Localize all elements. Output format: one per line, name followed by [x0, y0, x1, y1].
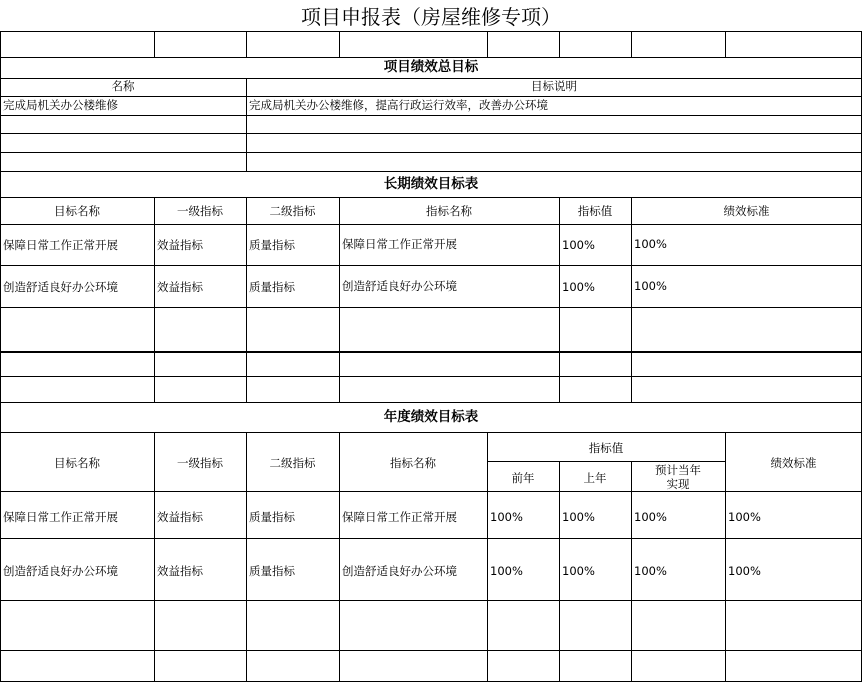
grid-line — [0, 600, 862, 601]
annual-header-level2: 二级指标 — [269, 456, 316, 470]
longterm-row2-level2: 质量指标 — [249, 280, 295, 294]
grid-line — [0, 197, 862, 198]
annual-row1-current-year: 100% — [634, 510, 667, 524]
grid-line — [154, 197, 155, 403]
grid-line — [246, 197, 247, 403]
grid-line — [559, 461, 560, 682]
grid-line — [154, 31, 155, 58]
annual-header-level1: 一级指标 — [177, 456, 223, 470]
annual-row2-level2: 质量指标 — [249, 564, 295, 578]
grid-line — [0, 491, 862, 492]
longterm-row1-level1: 效益指标 — [157, 238, 203, 252]
grid-line — [0, 133, 862, 134]
grid-line — [725, 31, 726, 58]
annual-subheader-current-year: 预计当年 实现 — [655, 463, 701, 491]
grid-line — [246, 31, 247, 58]
grid-line — [631, 197, 632, 403]
annual-goal-heading: 年度绩效目标表 — [383, 409, 479, 425]
grid-line — [487, 461, 726, 462]
grid-line — [487, 432, 488, 682]
annual-row1-level2: 质量指标 — [249, 510, 295, 524]
overall-goal-heading: 项目绩效总目标 — [383, 59, 479, 75]
annual-header-goal-name: 目标名称 — [54, 456, 100, 470]
grid-line — [0, 307, 862, 308]
grid-line — [487, 31, 488, 58]
longterm-row2-indicator: 创造舒适良好办公环境 — [342, 279, 457, 293]
longterm-row2-level1: 效益指标 — [157, 280, 203, 294]
annual-row1-standard: 100% — [728, 510, 761, 524]
grid-line — [0, 115, 862, 116]
annual-header-indicator-value: 指标值 — [588, 441, 624, 455]
longterm-row1-level2: 质量指标 — [249, 238, 295, 252]
longterm-header-indicator-name: 指标名称 — [426, 204, 472, 218]
longterm-header-level1: 一级指标 — [177, 204, 223, 218]
grid-line — [0, 432, 862, 433]
annual-row2-prev-year: 100% — [490, 564, 523, 578]
grid-line — [0, 265, 862, 266]
grid-line — [559, 197, 560, 403]
overall-col-desc-header: 目标说明 — [531, 79, 577, 93]
overall-goal-description: 完成局机关办公楼维修，提高行政运行效率，改善办公环境 — [249, 98, 548, 112]
annual-row1-prev-year: 100% — [490, 510, 523, 524]
annual-row1-level1: 效益指标 — [157, 510, 203, 524]
annual-row2-goal: 创造舒适良好办公环境 — [3, 564, 118, 578]
grid-line — [0, 78, 862, 79]
grid-line — [559, 31, 560, 58]
grid-line — [246, 78, 247, 172]
grid-line — [0, 57, 862, 58]
annual-row2-level1: 效益指标 — [157, 564, 203, 578]
grid-line — [0, 538, 862, 539]
longterm-goal-heading: 长期绩效目标表 — [383, 176, 479, 192]
longterm-row2-goal: 创造舒适良好办公环境 — [3, 280, 118, 294]
annual-row2-indicator: 创造舒适良好办公环境 — [342, 564, 457, 578]
grid-line — [246, 432, 247, 682]
longterm-row1-standard: 100% — [634, 237, 667, 251]
grid-line — [0, 376, 862, 377]
longterm-row2-value: 100% — [562, 280, 595, 294]
annual-row1-goal: 保障日常工作正常开展 — [3, 510, 118, 524]
grid-line — [339, 197, 340, 403]
grid-line — [0, 650, 862, 651]
grid-line — [631, 461, 632, 682]
grid-line — [0, 171, 862, 172]
overall-goal-name: 完成局机关办公楼维修 — [3, 98, 118, 112]
grid-line — [0, 351, 862, 353]
grid-line — [0, 96, 862, 97]
annual-subheader-last-year: 上年 — [583, 471, 607, 485]
longterm-header-goal-name: 目标名称 — [54, 204, 100, 218]
annual-subheader-prev-year: 前年 — [511, 471, 535, 485]
longterm-header-standard: 绩效标准 — [723, 204, 770, 218]
grid-line — [0, 402, 862, 403]
annual-row2-last-year: 100% — [562, 564, 595, 578]
annual-row2-standard: 100% — [728, 564, 761, 578]
longterm-header-indicator-value: 指标值 — [577, 204, 613, 218]
grid-line — [339, 31, 340, 58]
grid-line — [0, 31, 1, 682]
sheet-title: 项目申报表（房屋维修专项） — [301, 5, 561, 29]
grid-line — [154, 432, 155, 682]
overall-col-name-header: 名称 — [111, 79, 135, 93]
annual-row1-indicator: 保障日常工作正常开展 — [342, 510, 457, 524]
grid-line — [725, 432, 726, 682]
longterm-row1-value: 100% — [562, 238, 595, 252]
grid-line — [631, 31, 632, 58]
annual-row2-current-year: 100% — [634, 564, 667, 578]
longterm-header-level2: 二级指标 — [269, 204, 316, 218]
annual-header-indicator-name: 指标名称 — [390, 456, 436, 470]
annual-row1-last-year: 100% — [562, 510, 595, 524]
grid-line — [0, 152, 862, 153]
longterm-row1-goal: 保障日常工作正常开展 — [3, 238, 118, 252]
grid-line — [0, 31, 862, 32]
longterm-row1-indicator: 保障日常工作正常开展 — [342, 237, 457, 251]
grid-line — [339, 432, 340, 682]
longterm-row2-standard: 100% — [634, 279, 667, 293]
annual-header-standard: 绩效标准 — [770, 456, 817, 470]
grid-line — [0, 224, 862, 225]
